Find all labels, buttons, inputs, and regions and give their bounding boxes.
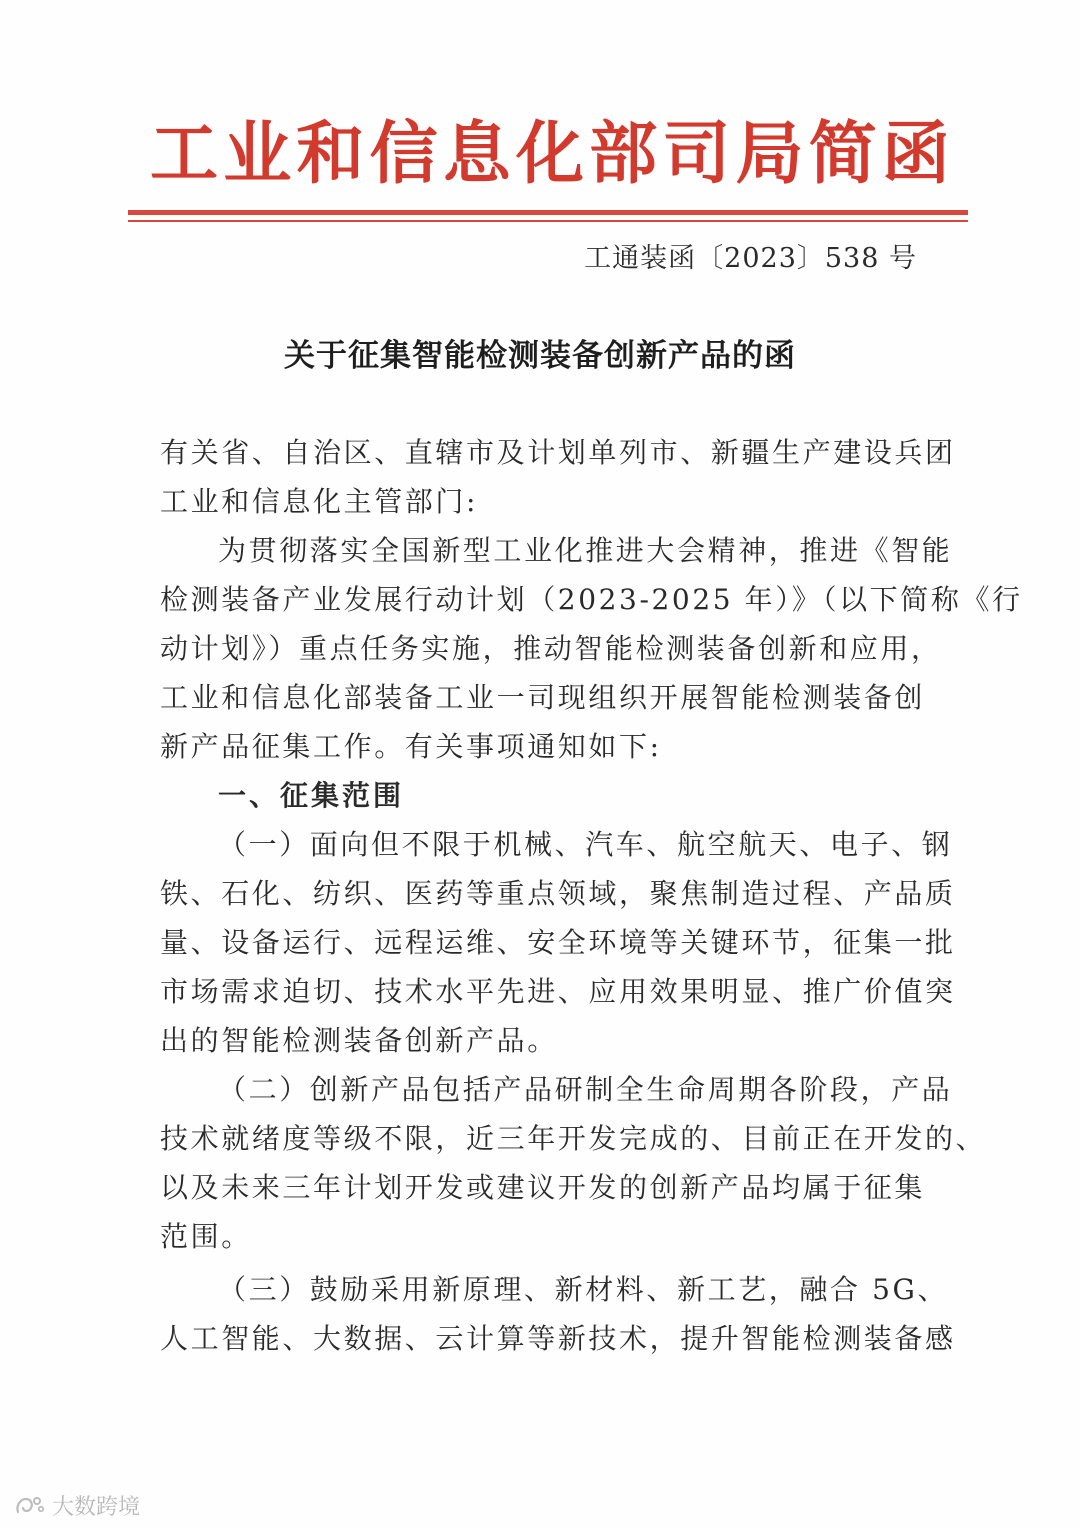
body-line: 新产品征集工作。有关事项通知如下: [160, 730, 662, 763]
watermark-text: 大数跨境 [52, 1495, 141, 1520]
document-body [160, 428, 1023, 1363]
body-line: 检测装备产业发展行动计划（2023-2025 年）》（以下简称《行 [160, 583, 1023, 616]
document-number: 工通装函〔2023〕538 号 [584, 243, 917, 274]
body-line: （三）鼓励采用新原理、新材料、新工艺，融合 5G、 [218, 1273, 949, 1306]
body-line: 量、设备运行、远程运维、安全环境等关键环节，征集一批 [160, 926, 956, 959]
body-line: 出的智能检测装备创新产品。 [160, 1024, 558, 1057]
body-line: 市场需求迫切、技术水平先进、应用效果明显、推广价值突 [160, 975, 956, 1008]
body-line: （一）面向但不限于机械、汽车、航空航天、电子、钢 [218, 828, 953, 861]
letterhead [150, 108, 950, 194]
body-line: 铁、石化、纺织、医药等重点领域，聚焦制造过程、产品质 [160, 877, 956, 910]
dashu-logo-icon [14, 1494, 46, 1518]
body-line: 技术就绪度等级不限，近三年开发完成的、目前正在开发的、 [160, 1122, 987, 1155]
letterhead-char: 业 [223, 113, 292, 194]
body-line: 工业和信息化部装备工业一司现组织开展智能检测装备创 [160, 681, 926, 714]
body-line: 以及未来三年计划开发或建议开发的创新产品均属于征集 [160, 1171, 926, 1204]
body-line: 为贯彻落实全国新型工业化推进大会精神，推进《智能 [218, 534, 953, 567]
letterhead-rule-thin [128, 220, 968, 222]
letterhead-char: 信 [369, 113, 438, 194]
letterhead-char: 息 [442, 113, 511, 194]
body-line: 范围。 [160, 1220, 252, 1253]
letterhead-char: 工 [150, 113, 219, 194]
letterhead-char: 函 [881, 113, 950, 194]
body-line: 工业和信息化主管部门: [160, 485, 479, 518]
letterhead-char: 简 [808, 113, 877, 194]
section-heading: 一、征集范围 [218, 779, 405, 812]
letterhead-char: 司 [662, 113, 731, 194]
body-line: 动计划》）重点任务实施，推动智能检测装备创新和应用， [160, 632, 942, 665]
document-title: 关于征集智能检测装备创新产品的函 [284, 338, 796, 374]
letterhead-rule-thick [128, 210, 968, 215]
watermark [14, 1490, 140, 1521]
body-line: （二）创新产品包括产品研制全生命周期各阶段，产品 [218, 1073, 953, 1106]
letterhead-char: 局 [735, 113, 804, 194]
body-line: 有关省、自治区、直辖市及计划单列市、新疆生产建设兵团 [160, 436, 956, 469]
letterhead-char: 部 [589, 113, 658, 194]
letterhead-char: 化 [515, 113, 584, 194]
letterhead-char: 和 [296, 113, 365, 194]
body-line: 人工智能、大数据、云计算等新技术，提升智能检测装备感 [160, 1322, 956, 1355]
